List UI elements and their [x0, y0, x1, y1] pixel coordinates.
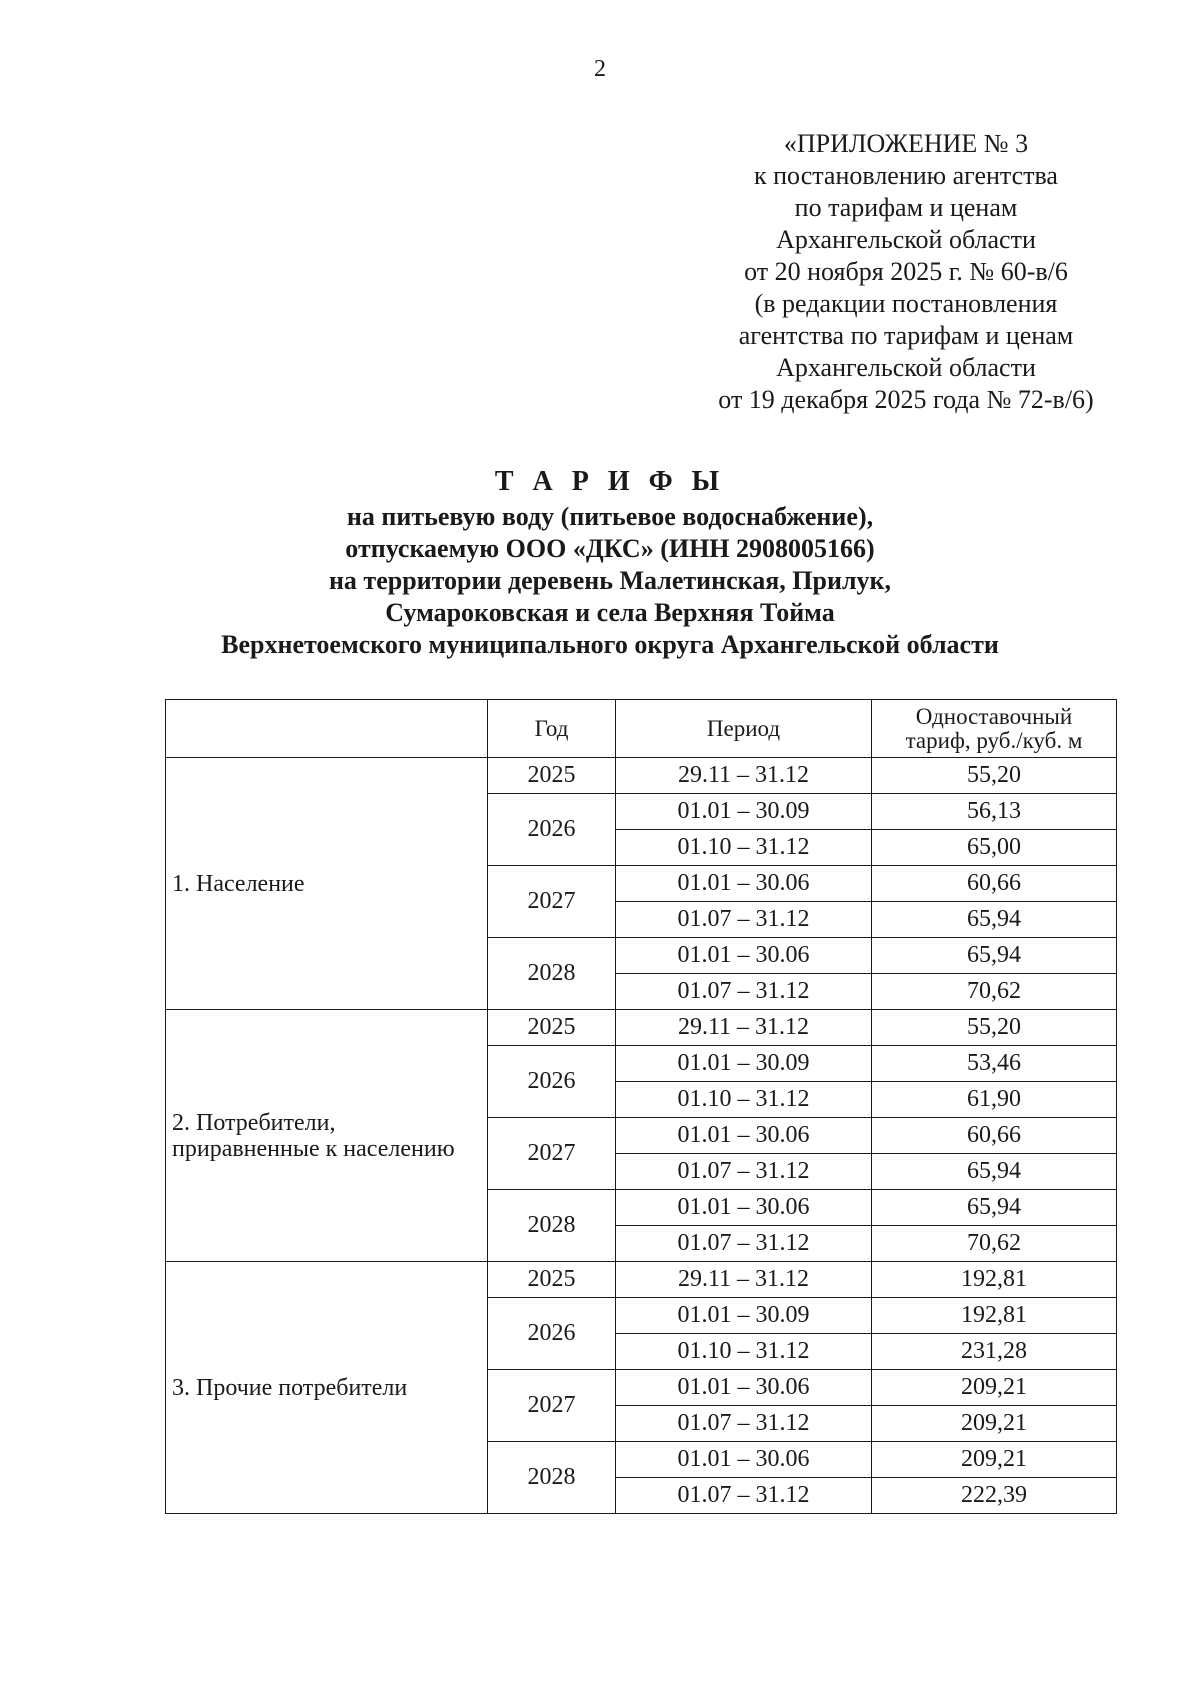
table-row — [166, 1010, 1117, 1046]
category-cell — [166, 1010, 488, 1262]
tariff-value-cell: 56,13 — [872, 794, 1117, 830]
period-cell: 29.11 – 31.12 — [616, 1010, 872, 1046]
year-cell: 2028 — [488, 938, 616, 1010]
tariff-value-cell: 61,90 — [872, 1082, 1117, 1118]
year-cell: 2027 — [488, 1370, 616, 1442]
period-cell: 01.10 – 31.12 — [616, 830, 872, 866]
period-cell: 29.11 – 31.12 — [616, 1262, 872, 1298]
header-period: Период — [616, 700, 872, 758]
title-heading: Т А Р И Ф Ы — [494, 466, 726, 497]
header-year: Год — [488, 700, 616, 758]
tariff-value-cell: 65,94 — [872, 902, 1117, 938]
period-cell: 01.07 – 31.12 — [616, 1406, 872, 1442]
appendix-line: по тарифам и ценам — [794, 193, 1018, 222]
period-cell: 01.01 – 30.06 — [616, 1118, 872, 1154]
year-cell: 2025 — [488, 1262, 616, 1298]
tariff-value-cell: 55,20 — [872, 1010, 1117, 1046]
tariffs-table — [165, 699, 1117, 1514]
tariff-value-cell: 60,66 — [872, 1118, 1117, 1154]
period-cell: 01.01 – 30.09 — [616, 794, 872, 830]
tariff-value-cell: 70,62 — [872, 974, 1117, 1010]
period-cell: 01.10 – 31.12 — [616, 1334, 872, 1370]
tariff-value-cell: 70,62 — [872, 1226, 1117, 1262]
table-row — [166, 1262, 1117, 1298]
tariff-value-cell: 209,21 — [872, 1370, 1117, 1406]
header-category — [166, 700, 488, 758]
appendix-line: Архангельской области — [776, 353, 1036, 382]
appendix-line: Архангельской области — [776, 225, 1036, 254]
period-cell: 01.07 – 31.12 — [616, 974, 872, 1010]
tariff-value-cell: 65,00 — [872, 830, 1117, 866]
period-cell: 01.01 – 30.09 — [616, 1298, 872, 1334]
period-cell: 01.07 – 31.12 — [616, 1478, 872, 1514]
appendix-line: от 20 ноября 2025 г. № 60-в/6 — [744, 257, 1068, 286]
category-cell — [166, 758, 488, 1010]
document-title — [150, 466, 1070, 661]
year-cell: 2026 — [488, 1046, 616, 1118]
period-cell: 01.01 – 30.06 — [616, 1190, 872, 1226]
appendix-line: «ПРИЛОЖЕНИЕ № 3 — [783, 129, 1029, 158]
period-cell: 01.07 – 31.12 — [616, 902, 872, 938]
appendix-line: агентства по тарифам и ценам — [738, 321, 1074, 350]
period-cell: 01.01 – 30.06 — [616, 1442, 872, 1478]
period-cell: 01.10 – 31.12 — [616, 1082, 872, 1118]
period-cell: 01.07 – 31.12 — [616, 1154, 872, 1190]
period-cell: 01.01 – 30.09 — [616, 1046, 872, 1082]
header-tariff-line: тариф, руб./куб. м — [905, 727, 1083, 753]
period-cell: 29.11 – 31.12 — [616, 758, 872, 794]
header-tariff-line: Одноставочный — [915, 703, 1073, 729]
tariff-value-cell: 192,81 — [872, 1298, 1117, 1334]
year-cell: 2025 — [488, 758, 616, 794]
appendix-line: от 19 декабря 2025 года № 72-в/6) — [718, 385, 1094, 414]
appendix-block — [686, 128, 1126, 416]
appendix-line: к постановлению агентства — [754, 161, 1058, 190]
tariff-value-cell: 53,46 — [872, 1046, 1117, 1082]
period-cell: 01.01 – 30.06 — [616, 938, 872, 974]
tariff-value-cell: 222,39 — [872, 1478, 1117, 1514]
period-cell: 01.01 – 30.06 — [616, 1370, 872, 1406]
category-line: 3. Прочие потребители — [172, 1374, 408, 1401]
title-line: Верхнетоемского муниципального округа Архангельской области — [221, 630, 999, 659]
tariff-value-cell: 192,81 — [872, 1262, 1117, 1298]
tariff-value-cell: 209,21 — [872, 1406, 1117, 1442]
year-cell: 2027 — [488, 866, 616, 938]
period-cell: 01.01 – 30.06 — [616, 866, 872, 902]
header-tariff — [872, 700, 1117, 758]
year-cell: 2025 — [488, 1010, 616, 1046]
table-row — [166, 758, 1117, 794]
year-cell: 2026 — [488, 794, 616, 866]
category-line: приравненные к населению — [172, 1135, 455, 1162]
title-line: на территории деревень Малетинская, Прилук, — [328, 566, 892, 595]
title-line: отпускаемую ООО «ДКС» (ИНН 2908005166) — [345, 534, 875, 563]
year-cell: 2028 — [488, 1442, 616, 1514]
tariff-value-cell: 209,21 — [872, 1442, 1117, 1478]
table-header-row — [166, 700, 1117, 758]
category-line: 2. Потребители, — [172, 1109, 336, 1136]
tariff-value-cell: 65,94 — [872, 1190, 1117, 1226]
table-body — [166, 758, 1117, 1514]
period-cell: 01.07 – 31.12 — [616, 1226, 872, 1262]
year-cell: 2028 — [488, 1190, 616, 1262]
tariff-value-cell: 231,28 — [872, 1334, 1117, 1370]
tariff-value-cell: 65,94 — [872, 1154, 1117, 1190]
tariff-value-cell: 55,20 — [872, 758, 1117, 794]
tariff-value-cell: 60,66 — [872, 866, 1117, 902]
tariff-value-cell: 65,94 — [872, 938, 1117, 974]
appendix-line: (в редакции постановления — [754, 289, 1058, 318]
title-line: на питьевую воду (питьевое водоснабжение), — [346, 502, 874, 531]
category-cell — [166, 1262, 488, 1514]
year-cell: 2026 — [488, 1298, 616, 1370]
page-number: 2 — [594, 56, 606, 82]
year-cell: 2027 — [488, 1118, 616, 1190]
category-line: 1. Население — [172, 870, 305, 897]
title-line: Сумароковская и села Верхняя Тойма — [385, 598, 835, 627]
